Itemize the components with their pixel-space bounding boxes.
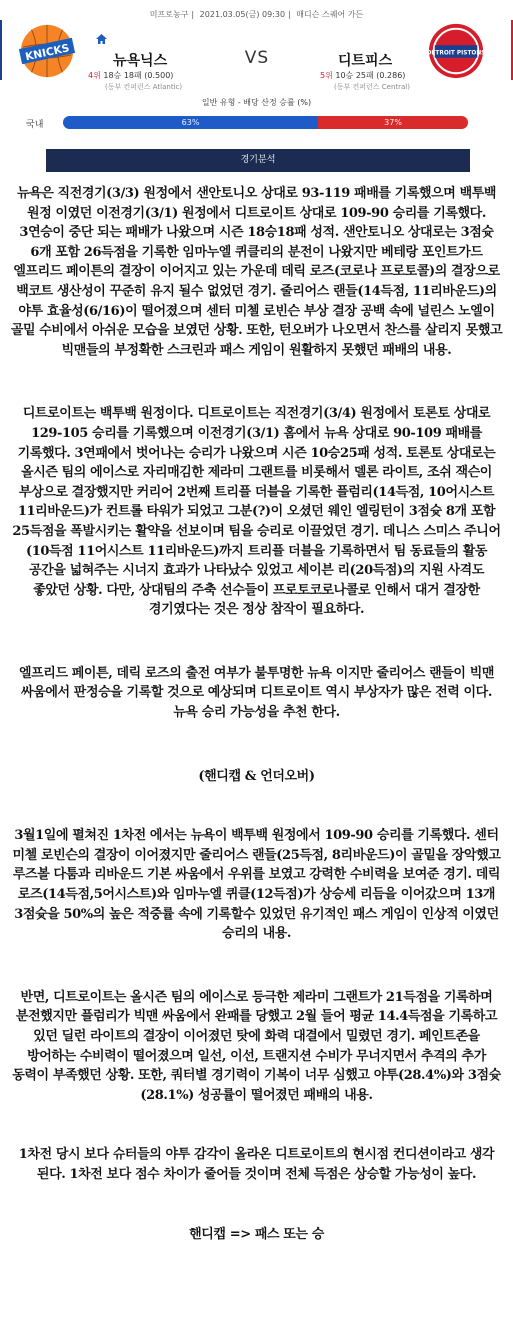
analysis-paragraph-detroit: 디트로이트는 백투백 원정이다. 디트로이트는 직전경기(3/4) 원정에서 토론토 상대로 129-105 승리를 기록했으며 이전경기(3/1) 홈에서 뉴욕 상대로 90-109 패배를 기록했다. 3연패에서 벗어나는 승리가 나왔으며 시즌 10승25패 성적. 토론토 상대로는 올시즌 팀의 에이스로 자리매김한 제라미 그랜트를 비롯해서 델론 라이트, 조쉬 잭슨이 부상으로 결장했지만 커리어 2번째 트리플 더블을 기록한 플럼리(14득점, 10어시스트 11리바운드)가 컨트롤 타워가 되었고 그분(?)이 오셨던 웨인 엘링턴이 3점슛 8개 포함 25득점을 폭발시키는 활약을 선보이며 팀을 승리로 이끌었던 경기. 데니스 스미스 주니어(10득점 11어시스트 11리바운드)까지 트리플 더블을 기록하면서 팀 동료들의 활동 공간을 넓혀주는 시너지 효과가 나타났수 있었고 세이븐 리(20득점)의 지원 사격도 좋았던 상황. 다만, 상대팀의 주축 선수들이 프로토코로나콜로 인해서 대거 결장한 경기였다는 것은 정상 참작이 필요하다.: [12, 406, 501, 618]
analysis-paragraph-game1: 3월1일에 펼쳐진 1차전 에서는 뉴욕이 백투백 원정에서 109-90 승리를 기록했다. 센터 미첼 로빈슨의 결장이 이어졌지만 줄리어스 랜들(25득점, 8리바운드)이 골밑을 장악했고 루즈볼 다툼과 리바운드 기본 싸움에서 우위를 보였고 강력한 수비력을 보여준 경기. 데릭 로즈(14득점,5어시스트)와 임마누엘 퀴클(12득점)가 상승세 리듬을 이어갔으며 13개 3점슛을 50%의 높은 적중률 속에 기록할수 있었던 유기적인 패스 게임이 인상적 이였던 승리의 내용.: [12, 828, 501, 942]
analysis-paragraph-newyork: 뉴욕은 직전경기(3/3) 원정에서 샌안토니오 상대로 93-119 패배를 기록했으며 백투백 원정 이였던 이전경기(3/1) 원정에서 디트로이트 상대로 109-90 승리를 기록했다. 3연승이 중단 되는 패배가 나왔으며 시즌 18승18패 성적. 샌안토니오 상대로는 3점슛 6개 포함 26득점을 기록한 임마누엘 퀴클리의 분전이 나왔지만 베테랑 포인트가드 엘프리드 페이튼의 결장이 이어지고 있는 가운데 데릭 로즈(코로나 프로토콜)의 결장으로 백코트 생산성이 꾸준히 유지 될수 없었던 경기. 줄리어스 랜들(14득점, 11리바운드)의 야투 효율성(6/16)이 떨어졌으며 센터 미첼 로빈슨 부상 결장 공백 속에 널린스 노엘이 골밑 수비에서 아쉬운 모습을 보였던 상황. 또한, 턴오버가 나오면서 찬스를 살리지 못했고 빅맨들의 부정확한 스크린과 패스 게임이 원활하지 못했던 패배의 내용.: [10, 186, 503, 358]
away-team-record: [320, 70, 405, 81]
stats-title: 일반 유형 - 배당 산정 승률 (%): [201, 98, 312, 107]
venue-label: 매디슨 스퀘어 가든: [296, 10, 364, 19]
analysis-paragraph-ou: 1차전 당시 보다 슈터들의 야투 감각이 올라온 디트로이트의 현시점 컨디션이라고 생각 된다. 1차전 보다 점수 차이가 줄어들 것이며 전체 득점은 상승할 가능성이 높다.: [18, 1147, 495, 1182]
vs-label: VS: [244, 48, 270, 68]
away-win-rate: 37%: [318, 116, 468, 129]
home-team-rank: 4위: [88, 71, 101, 80]
home-team-record: [88, 70, 173, 81]
win-rate-row: [0, 113, 513, 133]
home-accent-line: [0, 20, 2, 80]
away-team-rank: 5위: [320, 71, 333, 80]
handicap-pick: 핸디캡 => 패스 또는 승: [189, 1226, 324, 1242]
handicap-heading: (핸디캡 & 언더오버): [198, 768, 315, 784]
pistons-logo: [427, 22, 485, 80]
league-label: 미프로농구: [149, 10, 189, 19]
home-record-text: 18승 18패 (0.500): [103, 71, 174, 80]
match-datetime: 2021.03.05(금) 09:30: [199, 10, 286, 19]
analysis-body: [0, 184, 513, 1244]
analysis-paragraph-game1-detroit: 반면, 디트로이트는 올시즌 팀의 에이스로 등극한 제라미 그랜트가 21득점을 기록하며 분전했지만 플럼리가 빅맨 싸움에서 완패를 당했고 2월 들어 평균 14.4득점을 기록하고 있던 딜런 라이트의 결장이 이어졌던 탓에 화력 대결에서 밀렸던 경기. 페인트존을 방어하는 수비력이 떨어졌으며 일선, 이선, 트랜지션 수비가 무너지면서 추격의 추가 동력이 부족했던 상황. 또한, 쿼터별 경기력이 기복이 너무 심했고 야투(28.4%)와 3점슛(28.1%) 성공률이 떨어졌던 패배의 내용.: [12, 989, 501, 1103]
knicks-logo-text: KNICKS: [24, 41, 71, 64]
away-team-conference: (동부 컨퍼런스 Central): [334, 83, 410, 91]
match-meta: 미프로농구 | 2021.03.05(금) 09:30 | 매디슨 스퀘어 가든: [149, 10, 364, 19]
home-win-rate: 63%: [63, 116, 318, 129]
away-team-name: 디트피스: [338, 53, 393, 69]
pistons-logo-text: DETROIT PISTONS: [427, 50, 485, 57]
home-team-conference: (동부 컨퍼런스 Atlantic): [105, 83, 183, 91]
home-icon: [96, 34, 107, 44]
away-record-text: 10승 25패 (0.286): [335, 71, 406, 80]
knicks-logo: [18, 22, 76, 80]
home-team-name: 뉴욕닉스: [113, 53, 168, 69]
win-rate-bar: [63, 116, 468, 129]
win-rate-label: 국내: [26, 120, 44, 130]
section-title: 경기분석: [46, 149, 470, 172]
match-header: [0, 0, 513, 112]
analysis-paragraph-prediction: 엘프리드 페이튼, 데릭 로즈의 출전 여부가 불투명한 뉴욕 이지만 줄리어스 랜들이 빅맨 싸움에서 판정승을 기록할 것으로 예상되며 디트로이트 역시 부상자가 많은 전력 이다. 뉴욕 승리 가능성을 추천 한다.: [18, 665, 495, 721]
